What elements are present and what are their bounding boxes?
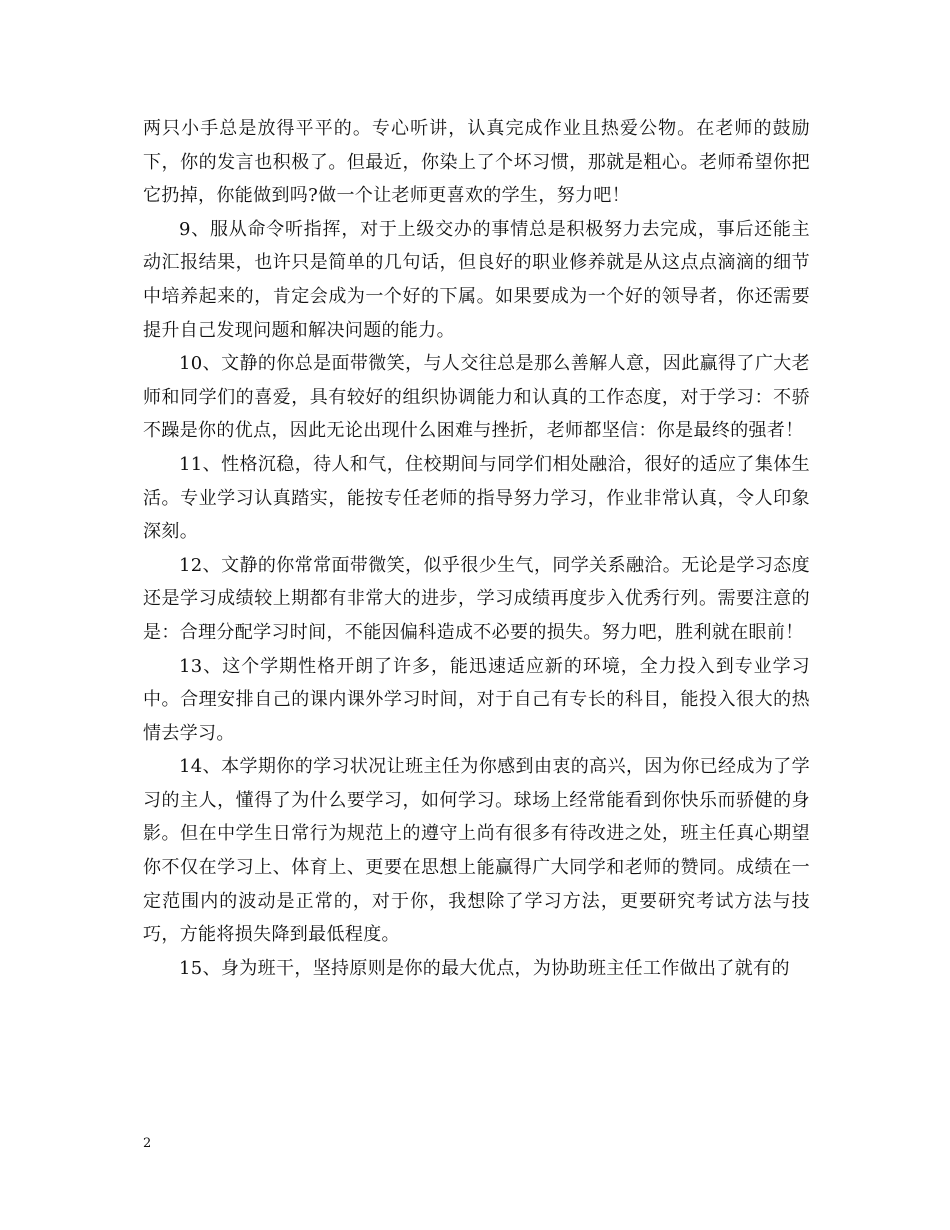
- paragraph-item-10: 10、文静的你总是面带微笑，与人交往总是那么善解人意，因此赢得了广大老师和同学们的喜爱，具有较好的组织协调能力和认真的工作态度，对于学习：不骄不躁是你的优点，因此无论出现什么困难与挫折，老师都坚信：你是最终的强者！: [143, 353, 810, 442]
- paragraph-item-13: 13、这个学期性格开朗了许多，能迅速适应新的环境，全力投入到专业学习中。合理安排自己的课内课外学习时间，对于自己有专长的科目，能投入很大的热情去学习。: [143, 655, 810, 744]
- paragraph-item-12: 12、文静的你常常面带微笑，似乎很少生气，同学关系融洽。无论是学习态度还是学习成绩较上期都有非常大的进步，学习成绩再度步入优秀行列。需要注意的是：合理分配学习时间，不能因偏科造成不必要的损失。努力吧，胜利就在眼前！: [143, 554, 810, 643]
- page-number: 2: [143, 1136, 152, 1151]
- paragraph-item-15: 15、身为班干，坚持原则是你的最大优点，为协助班主任工作做出了就有的: [179, 957, 790, 979]
- paragraph-item-11: 11、性格沉稳，待人和气，住校期间与同学们相处融洽，很好的适应了集体生活。专业学习认真踏实，能按专任老师的指导努力学习，作业非常认真，令人印象深刻。: [143, 453, 810, 543]
- paragraph-item-14: 14、本学期你的学习状况让班主任为你感到由衷的高兴，因为你已经成为了学习的主人，懂得了为什么要学习，如何学习。球场上经常能看到你快乐而骄健的身影。但在中学生日常行为规范上的遵守上尚有很多有待改进之处，班主任真心期望你不仅在学习上、体育上、更要在思想上能赢得广大同学和老师的赞同。成绩在一定范围内的波动是正常的，对于你，我想除了学习方法，更要研究考试方法与技巧，方能将损失降到最低程度。: [143, 756, 810, 946]
- paragraph-item-9: 9、服从命令听指挥，对于上级交办的事情总是积极努力去完成，事后还能主动汇报结果，也许只是简单的几句话，但良好的职业修养就是从这点点滴滴的细节中培养起来的，肯定会成为一个好的下属。如果要成为一个好的领导者，你还需要提升自己发现问题和解决问题的能力。: [143, 218, 810, 341]
- paragraph-continuation: 两只小手总是放得平平的。专心听讲，认真完成作业且热爱公物。在老师的鼓励下，你的发言也积极了。但最近，你染上了个坏习惯，那就是粗心。老师希望你把它扔掉，你能做到吗?做一个让老师更喜欢的学生，努力吧！: [143, 118, 810, 207]
- document-body: [143, 112, 810, 985]
